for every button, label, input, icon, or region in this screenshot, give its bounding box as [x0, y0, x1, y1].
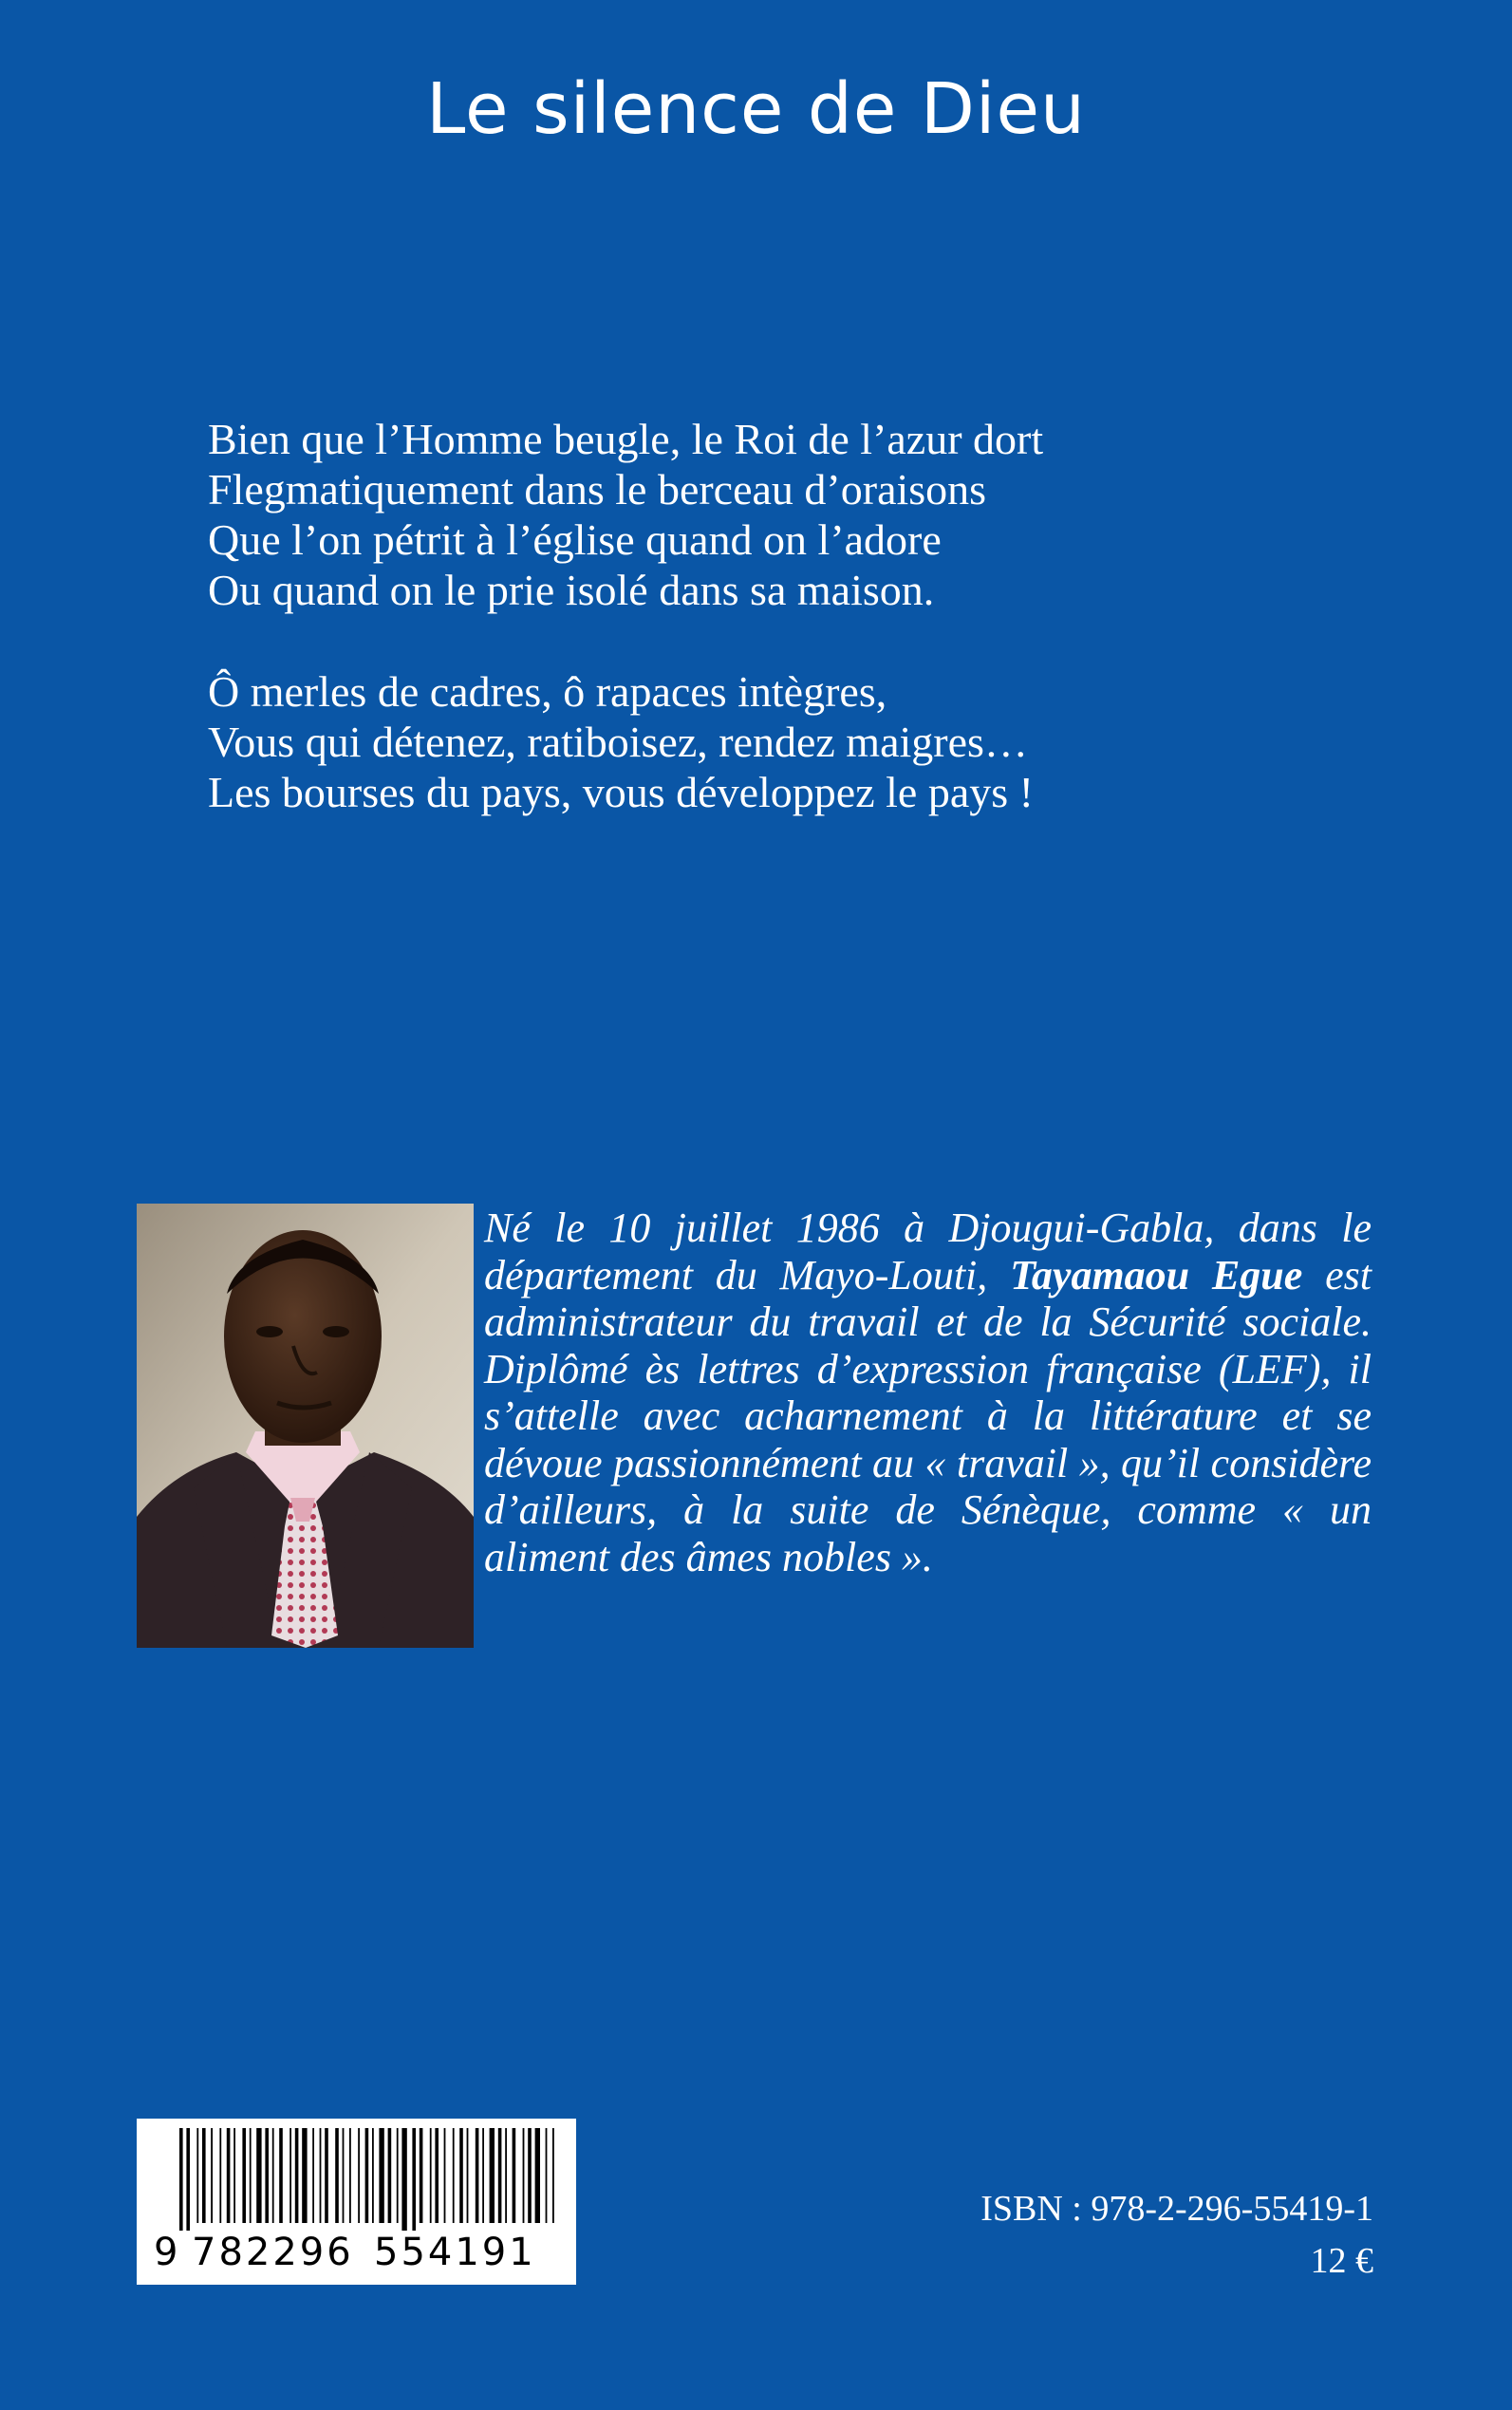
barcode-bar — [312, 2128, 314, 2223]
book-title: Le silence de Dieu — [426, 68, 1086, 150]
barcode-bar — [196, 2128, 198, 2223]
isbn-number: ISBN : 978-2-296-55419-1 — [980, 2189, 1373, 2229]
poem-line: Ô merles de cadres, ô rapaces intègres, — [208, 667, 887, 716]
author-photo — [137, 1204, 474, 1648]
barcode-digit-group-1: 782296 — [192, 2231, 354, 2274]
barcode-bar — [552, 2128, 554, 2223]
barcode-bar — [289, 2128, 291, 2223]
barcode-bar — [302, 2128, 307, 2223]
barcode-bars — [137, 2119, 576, 2231]
barcode-bar — [219, 2128, 221, 2223]
poem-line: Flegmatiquement dans le berceau d’oraisons — [208, 465, 987, 514]
barcode-bar — [453, 2128, 455, 2223]
barcode-bar — [295, 2128, 299, 2223]
barcode-bar — [365, 2128, 369, 2223]
barcode-bar — [250, 2128, 252, 2223]
barcode-bar — [505, 2128, 507, 2223]
poem-line: Bien que l’Homme beugle, le Roi de l’azur dort — [208, 415, 1044, 463]
poem-line: Ou quand on le prie isolé dans sa maison. — [208, 566, 935, 614]
barcode-bar — [179, 2128, 183, 2231]
barcode-bar — [320, 2128, 322, 2223]
barcode-bar — [388, 2128, 392, 2223]
barcode-bar — [227, 2128, 231, 2223]
barcode-bar — [435, 2128, 439, 2223]
barcode-bar — [211, 2128, 213, 2223]
barcode-bar — [349, 2128, 351, 2223]
author-biography — [484, 1205, 1372, 1580]
barcode-bar — [379, 2128, 383, 2223]
barcode-digit-group-2: 554191 — [374, 2231, 536, 2274]
barcode-bar — [513, 2128, 516, 2223]
barcode-bar — [186, 2128, 190, 2231]
barcode-bar — [528, 2128, 532, 2223]
barcode-bar — [444, 2128, 446, 2223]
poem-line: Les bourses du pays, vous développez le pays ! — [208, 768, 1034, 816]
barcode-bar — [343, 2128, 345, 2223]
barcode-bar — [358, 2128, 360, 2223]
barcode-bar — [265, 2128, 269, 2223]
price: 12 € — [1310, 2241, 1373, 2281]
barcode-bar — [523, 2128, 525, 2223]
barcode-bar — [242, 2128, 246, 2223]
barcode-bar — [279, 2128, 283, 2223]
barcode-bar — [335, 2128, 339, 2223]
barcode-bar — [233, 2128, 235, 2223]
barcode-bar — [202, 2128, 206, 2223]
author-name: Tayamaou Egue — [1010, 1251, 1303, 1298]
barcode-bar — [498, 2128, 502, 2223]
bio-text-end: est administrateur du travail et de la Sécurité sociale. Diplômé ès lettres d’expression française (LEF), il s’attelle avec acharnement à la littérature et se dévoue passionnément au « travail », qu’il considère d’ailleurs, à la suite de Sénèque, comme « un aliment des âmes nobles ». — [484, 1251, 1372, 1580]
barcode-bar — [476, 2128, 479, 2223]
barcode-bar — [272, 2128, 274, 2223]
barcode-bar — [420, 2128, 423, 2223]
poem-stanza-2 — [208, 666, 1394, 817]
barcode-digits — [137, 2231, 576, 2280]
barcode-bar — [490, 2128, 495, 2223]
barcode-bar — [546, 2128, 548, 2223]
poem-line: Vous qui détenez, ratiboisez, rendez maigres… — [208, 718, 1028, 766]
barcode-bar — [535, 2128, 540, 2223]
author-portrait-image — [137, 1204, 474, 1648]
barcode-bar — [325, 2128, 328, 2223]
barcode-bar — [372, 2128, 374, 2223]
barcode-first-digit: 9 — [154, 2231, 178, 2274]
barcode-bar — [467, 2128, 469, 2223]
bio-text-start: Né le 10 juillet 1986 à Djougui-Gabla, dans le département du Mayo-Louti, — [484, 1205, 1372, 1298]
barcode-bar — [397, 2128, 399, 2223]
barcode-bar — [412, 2128, 416, 2231]
barcode-bar — [256, 2128, 261, 2223]
poem-stanza-1 — [208, 414, 1394, 615]
barcode-bar — [482, 2128, 484, 2223]
poem-line: Que l’on pétrit à l’église quand on l’adore — [208, 515, 942, 564]
barcode-bar — [430, 2128, 432, 2223]
barcode-bar — [459, 2128, 463, 2223]
barcode-bar — [401, 2128, 406, 2231]
poem-excerpt — [208, 414, 1394, 869]
barcode — [137, 2119, 576, 2285]
